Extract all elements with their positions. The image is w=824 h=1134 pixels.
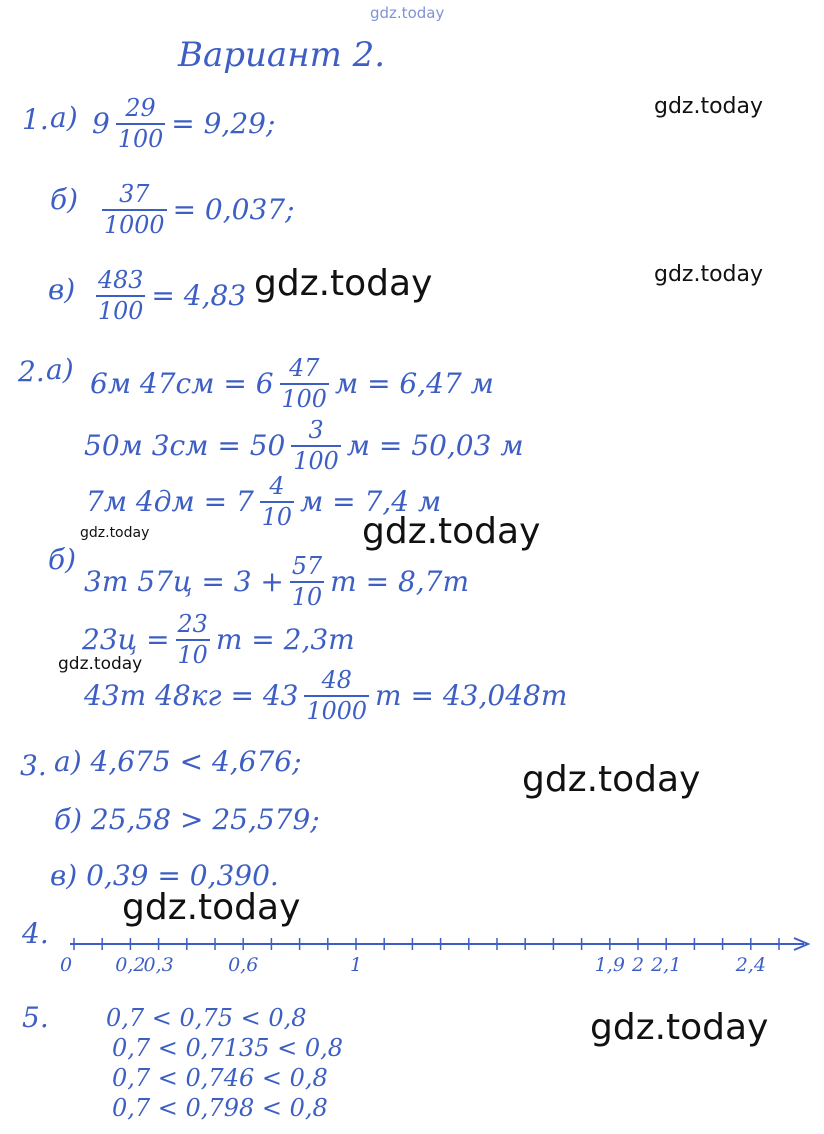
task2-a1-left: 6м 47см = 6 [90,366,274,400]
task2-a3-fraction [260,474,294,530]
fraction-denominator: 1000 [306,696,368,725]
watermark: gdz.today [122,887,301,928]
task2-b1-expression [84,554,469,610]
fraction-denominator: 1000 [104,210,165,239]
task2-b3-expression [84,668,567,724]
fraction-numerator: 29 [125,94,156,122]
number-line-label: 0,2 [115,954,146,976]
task1-a-whole: 9 [92,106,110,140]
number-line-label: 2 [631,954,645,976]
task2-a1-expression [90,356,494,412]
task2-a1-right: м = 6,47 м [334,366,494,400]
task5-number: 5. [22,1001,49,1034]
number-line-label: 1 [349,954,363,976]
watermark: gdz.today [254,263,433,304]
fraction-numerator: 4 [269,472,285,500]
fraction-denominator: 100 [281,384,327,413]
number-line-label: 2,4 [735,954,766,976]
task1-v-result: = 4,83 [151,278,247,312]
task2-b2-left: 23ц = [82,622,170,656]
task2-b2-right: т = 2,3т [215,622,355,656]
task5-line-2: 0,7 < 0,7135 < 0,8 [112,1034,344,1062]
task5-line-3: 0,7 < 0,746 < 0,8 [112,1064,328,1092]
number-line-label: 0,3 [143,954,174,976]
task3-b: б) 25,58 > 25,579; [54,803,320,836]
fraction-numerator: 37 [119,180,150,208]
watermark: gdz.today [654,262,764,287]
task1-b-label: б) [50,183,79,216]
task2-b3-right: т = 43,048т [375,678,568,712]
task2-a3-left: 7м 4дм = 7 [86,484,254,518]
task1-b-fraction [102,182,167,238]
task1-a-fraction [116,96,165,152]
task5-line-1: 0,7 < 0,75 < 0,8 [106,1004,307,1032]
task2-b1-right: т = 8,7т [330,564,470,598]
number-line-label: 0,6 [228,954,259,976]
task2-b3-fraction [304,668,369,724]
task2-a3-right: м = 7,4 м [300,484,442,518]
watermark: gdz.today [58,654,143,674]
number-line-label: 1,9 [594,954,625,976]
task1-v-fraction [96,268,145,324]
number-line-label: 2,1 [651,954,682,976]
task2-a-label: а) [46,353,74,386]
fraction-numerator: 23 [177,610,208,638]
fraction-numerator: 483 [98,266,144,294]
task1-number: 1. [22,103,49,136]
task1-v-label: в) [48,273,76,306]
task2-a2-fraction [291,418,340,474]
watermark: gdz.today [590,1007,769,1048]
task2-b-label: б) [48,543,77,576]
fraction-numerator: 48 [321,666,352,694]
task2-a1-fraction [280,356,329,412]
task2-b3-left: 43т 48кг = 43 [84,678,299,712]
fraction-numerator: 47 [289,354,320,382]
fraction-denominator: 10 [291,582,323,611]
fraction-denominator: 100 [98,296,144,325]
fraction-denominator: 100 [293,446,339,475]
task3-number: 3. [20,749,47,782]
task2-a2-right: м = 50,03 м [346,428,524,462]
watermark: gdz.today [654,94,764,119]
fraction-denominator: 10 [177,640,208,669]
watermark: gdz.today [362,511,541,552]
fraction-numerator: 57 [291,552,323,580]
task1-b-result: = 0,037; [172,192,295,226]
number-line-label: 0 [59,954,73,976]
page-title: Вариант 2. [178,35,386,75]
watermark-top: gdz.today [370,4,445,22]
task1-b-expression [96,182,295,238]
fraction-numerator: 3 [308,416,324,444]
fraction-denominator: 10 [261,502,293,531]
task2-b2-fraction [176,612,210,668]
fraction-denominator: 100 [117,124,164,153]
task3-v: в) 0,39 = 0,390. [50,859,279,892]
task5-line-4: 0,7 < 0,798 < 0,8 [112,1094,328,1122]
task2-b1-left: 3т 57ц = 3 + [84,564,284,598]
watermark: gdz.today [80,525,150,541]
task1-v-expression [90,268,246,324]
task1-a-expression [92,96,275,152]
task1-a-label: а) [50,101,78,134]
task1-a-result: = 9,29; [171,106,276,140]
task2-a2-expression [84,418,524,474]
task2-number: 2. [18,355,45,388]
task2-a2-left: 50м 3см = 50 [84,428,286,462]
task2-b1-fraction [290,554,324,610]
task4-number: 4. [22,917,49,950]
watermark: gdz.today [522,759,701,800]
task3-a: а) 4,675 < 4,676; [54,745,302,778]
